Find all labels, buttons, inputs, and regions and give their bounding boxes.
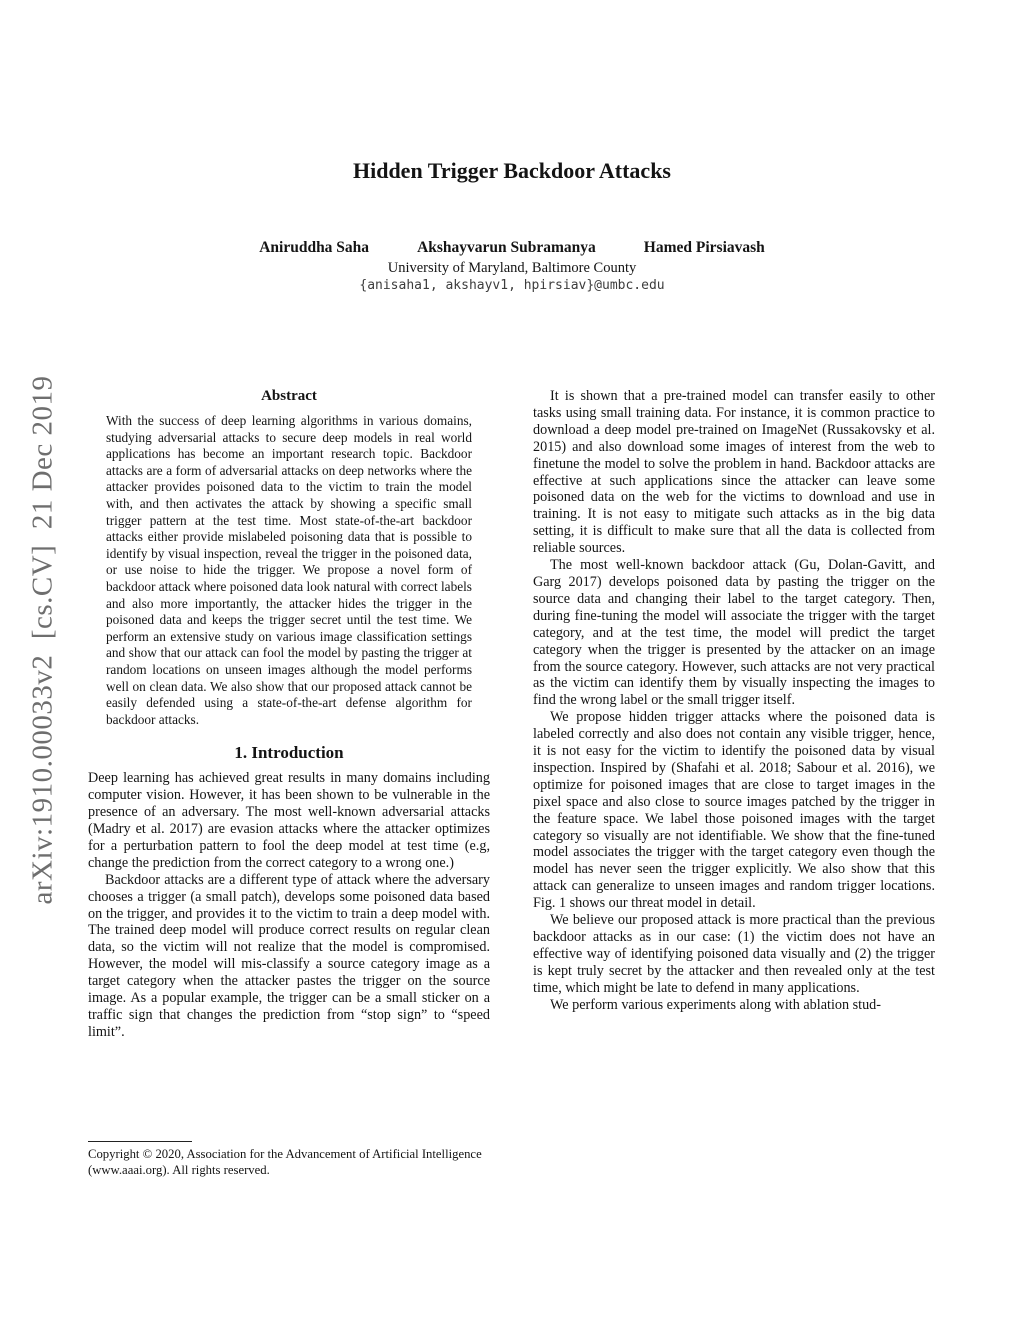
author-name: Aniruddha Saha	[259, 239, 370, 256]
paragraph: Deep learning has achieved great results in many domains including computer vision. However, it has been shown to be vulnerable in the presence of an adversary. The most well-known adversarial attacks (Madry et al. 2017) are evasion attacks where the attacker optimizes for a perturbation pattern to fool the deep model at test time (e.g, change the prediction from the correct category to a wrong one.)	[88, 770, 490, 871]
author-emails: {anisaha1, akshayv1, hpirsiav}@umbc.edu	[359, 278, 665, 293]
paragraph: We perform various experiments along with ablation stud-	[550, 996, 881, 1013]
introduction-heading: 1. Introduction	[234, 743, 344, 763]
author-name: Akshayvarun Subramanya	[417, 239, 596, 256]
affiliation: University of Maryland, Baltimore County	[387, 260, 637, 276]
paragraph: We propose hidden trigger attacks where the poisoned data is labeled correctly and also does not contain any visible trigger, hence, it is not easy for the victim to identify the poisoned data by visual inspection. Inspired by (Shafahi et al. 2018; Sabour et al. 2016), we optimize for poisoned images that are close to target images in the pixel space and also close to source images patched by the trigger in the feature space. We label those poisoned images with the target category so visually are not identifiable. We show that the fine-tuned model associates the trigger with the target category even though the model has never seen the trigger explicitly. We also show that this attack can generalize to unseen images and random trigger locations. Fig. 1 shows our threat model in detail.	[533, 709, 935, 912]
abstract-text: With the success of deep learning algorithms in various domains, studying adversarial attacks to secure deep models in real world applications has become an important research topic. Backdoor attacks are a form of adversarial attacks on deep networks where the attacker provides poisoned data to the victim to train the model with, and then activates the attack by showing a specific small trigger pattern at the test time. Most state-of-the-art backdoor attacks either provide mislabeled poisoning data that is possible to identify by visual inspection, reveal the trigger in the poisoned data, or use noise to hide the trigger. We propose a novel form of backdoor attack where poisoned data look natural with correct labels and also more importantly, the attacker hides the trigger in the poisoned data and keeps the trigger secret until the test time. We perform an extensive study on various image classification settings and show that our attack can fool the model by pasting the trigger at random locations on unseen images although the model performs well on clean data. We also show that our proposed attack cannot be easily defended using a state-of-the-art defense algorithm for backdoor attacks.	[106, 413, 472, 727]
column-right	[533, 388, 935, 1014]
paper-title: Hidden Trigger Backdoor Attacks	[352, 158, 671, 183]
copyright-footnote: Copyright © 2020, Association for the Advancement of Artificial Intelligence (www.aaai.org). All rights reserved.	[88, 1147, 482, 1177]
author-name: Hamed Pirsiavash	[643, 239, 765, 256]
abstract-heading: Abstract	[261, 388, 317, 404]
paragraph: It is shown that a pre-trained model can transfer easily to other tasks using small training data. For instance, it is common practice to download a deep model pre-trained on ImageNet (Russakovsky et al. 2015) and also download some images of interest from the web to finetune the model to solve the problem in hand. Backdoor attacks are effective at such applications since the attacker can leave some poisoned data on the web for the victims to download and use in training. It is not easy to mitigate such attacks as in the big data setting, it is difficult to make sure that all the data is collected from reliable sources.	[533, 388, 935, 557]
arxiv-watermark: arXiv:1910.00033v2 [cs.CV] 21 Dec 2019	[26, 375, 59, 905]
paragraph: The most well-known backdoor attack (Gu, Dolan-Gavitt, and Garg 2017) develops poisoned data by pasting the trigger on the source data and changing their label to the target category. Then, during fine-tuning the model will associate the trigger with the target category, and at the test time, the model will predict the target category when the trigger is presented by the attacker on an image from the source category. However, such attacks are not very practical as the victim can identify them by visually inspecting the images to find the wrong label or the small trigger itself.	[533, 557, 935, 709]
paragraph: We believe our proposed attack is more practical than the previous backdoor attacks as in our case: (1) the victim does not have an effective way of identifying poisoned data visually and (2) the trigger is kept truly secret by the attacker and then revealed only at the test time, which might be late to defend in many applications.	[533, 912, 935, 996]
paragraph: Backdoor attacks are a different type of attack where the adversary chooses a trigger (a small patch), develops some poisoned data based on the trigger, and provides it to the victim to train a deep model with. The trained deep model will produce correct results on regular clean data, so the victim will not realize that the model is compromised. However, the model will mis-classify a source category image as a target category when the attacker pastes the trigger on the source image. As a popular example, the trigger can be a small sticker on a traffic sign that changes the prediction from “stop sign” to “speed limit”.	[88, 871, 490, 1040]
column-left	[88, 388, 490, 1041]
footnote-rule	[88, 1141, 192, 1142]
authors-row	[0, 239, 1024, 257]
